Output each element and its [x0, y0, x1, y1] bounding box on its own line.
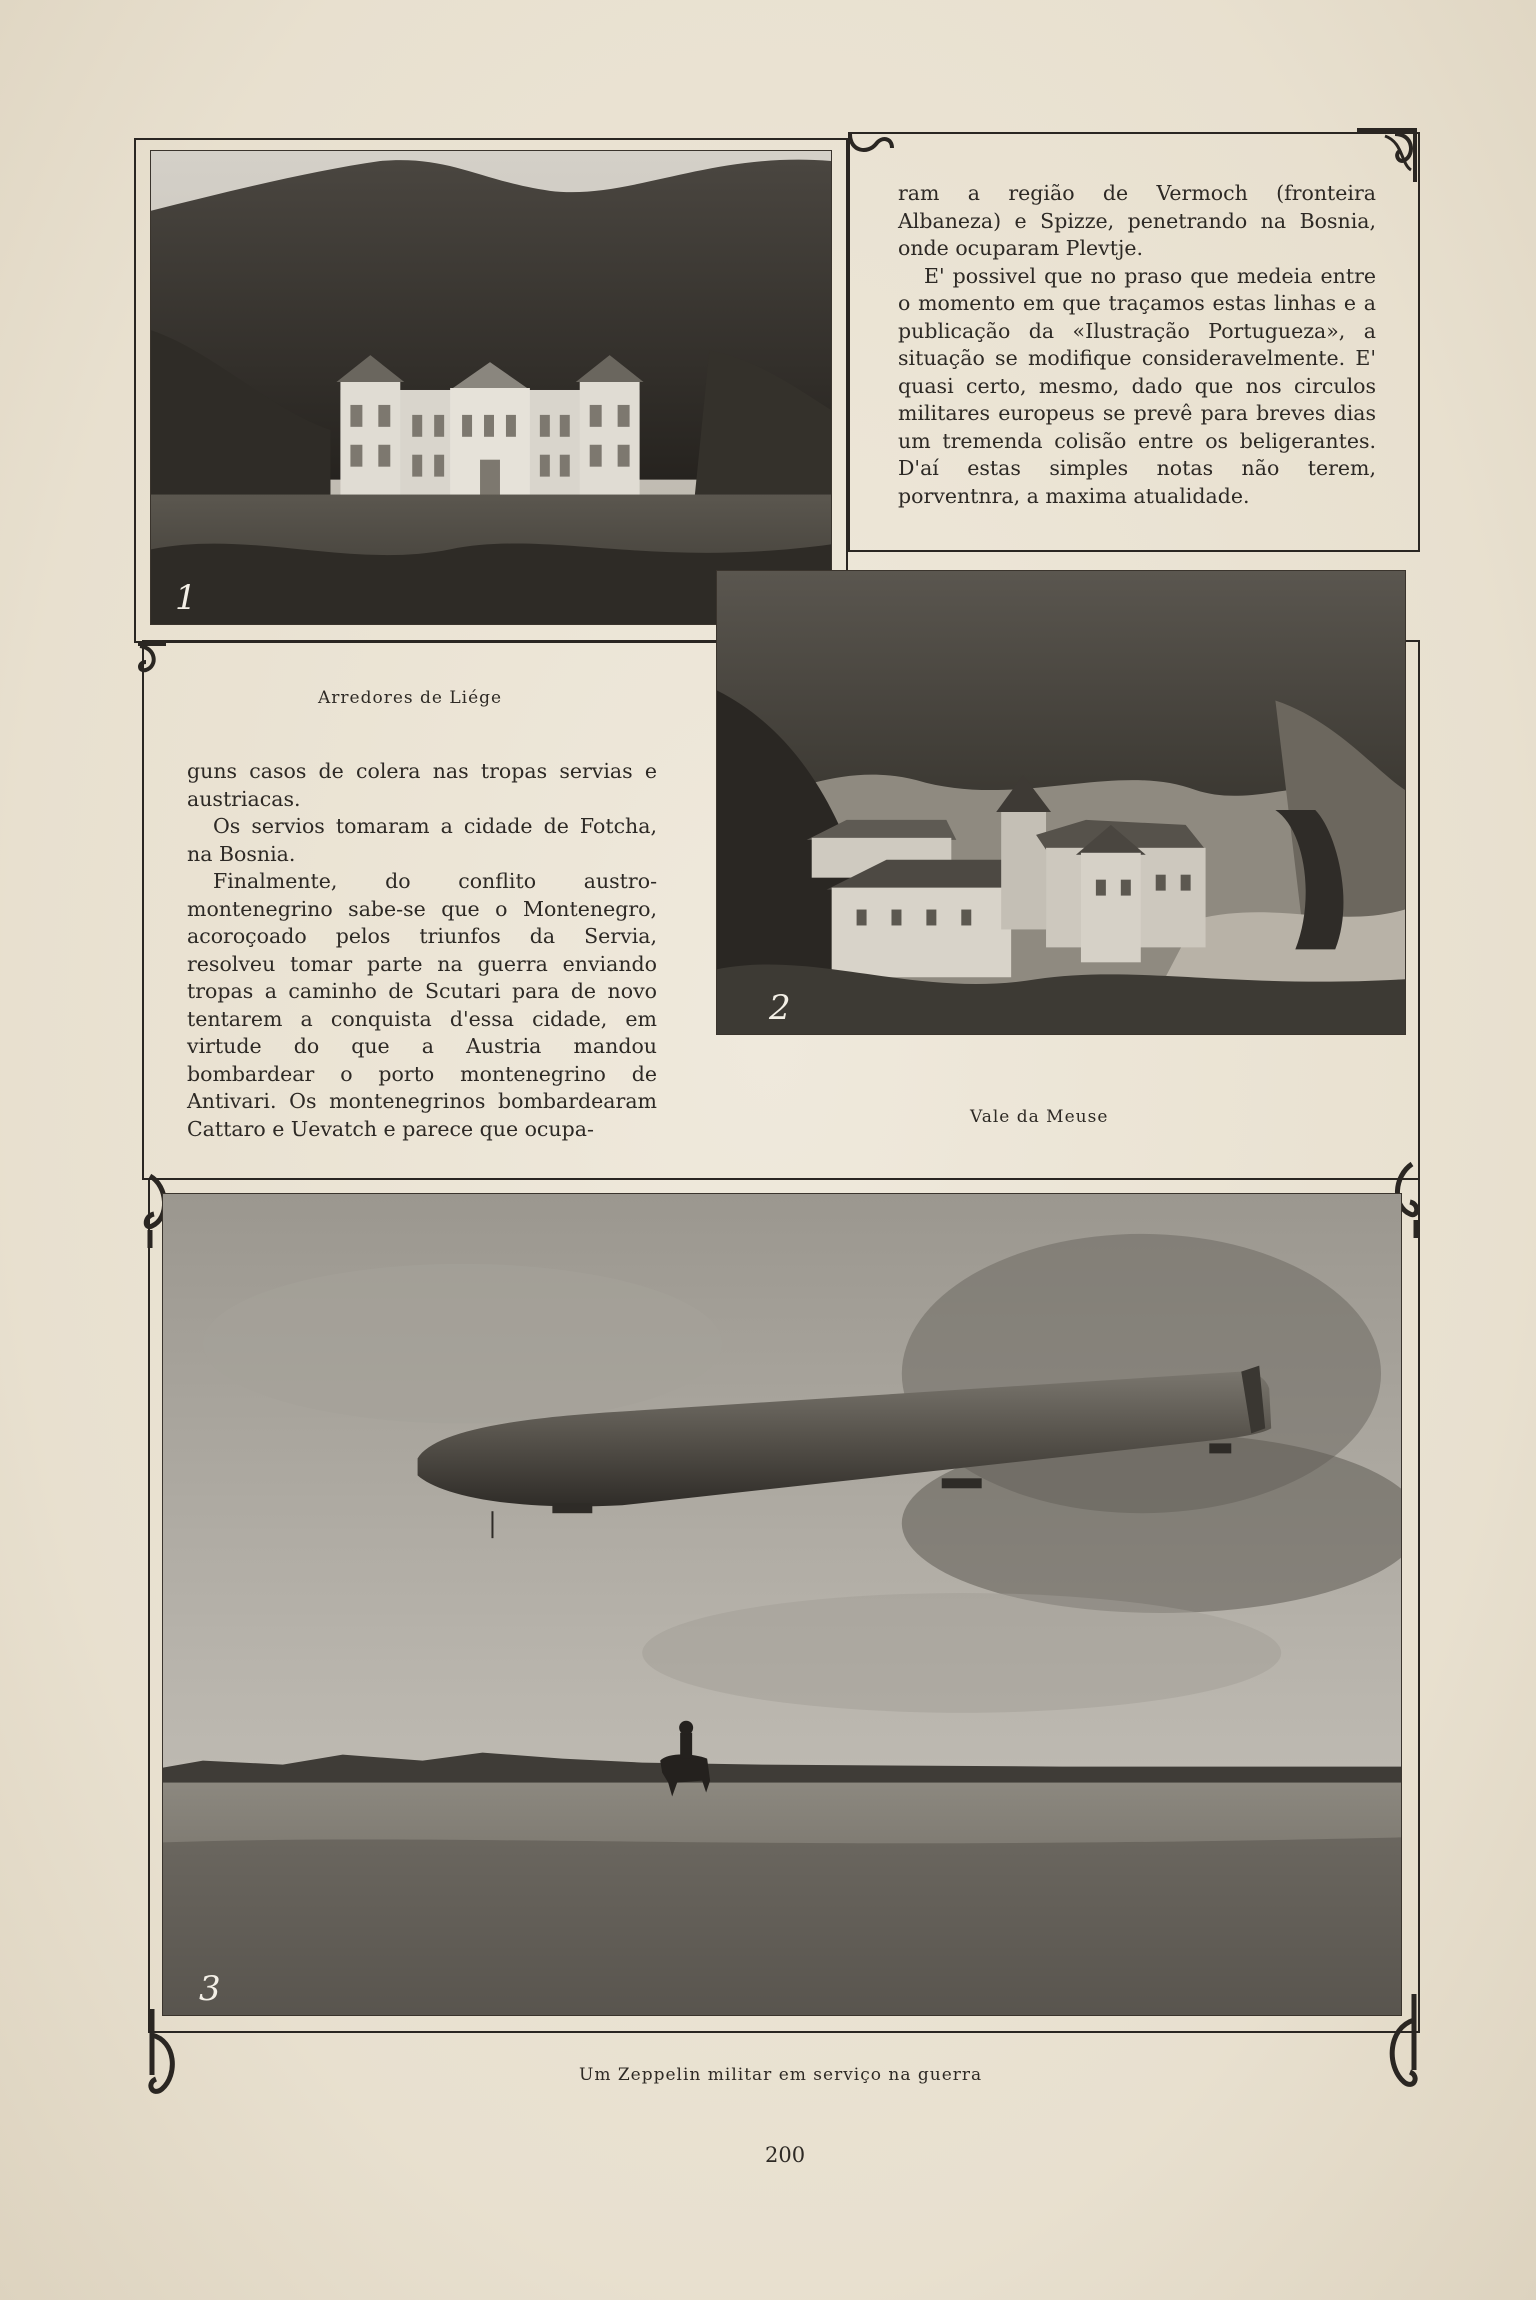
right-paragraph-1: ram a região de Vermoch (fronteira Albaneza) e Spizze, penetrando na Bosnia, onde ocuparam Plevtje. [898, 181, 1376, 260]
ornament-bottom-left-corner-icon [142, 2005, 188, 2101]
photo-1-chateau [150, 150, 832, 625]
plate-number-1: 1 [175, 578, 197, 618]
ornament-left-mid-icon [132, 640, 172, 690]
page-number: 200 [765, 2143, 806, 2167]
right-column-text [898, 180, 1376, 510]
caption-1: Arredores de Liége [318, 688, 503, 708]
plate-number-3: 3 [199, 1969, 221, 2009]
plate-number-2: 2 [769, 988, 791, 1028]
right-paragraph-2: E' possivel que no praso que medeia entre o momento em que traçamos estas linhas e a publicação da «Ilustração Portugueza», a situação se modifique consideravelmente. E' quasi certo, mesmo, dado que nos circulos militares europeus se prevê para breves dias um tremenda colisão entre os beligerantes. D'aí estas simples notas não terem, porventnra, a maxima atualidade. [898, 263, 1376, 508]
left-paragraph-3: Finalmente, do conflito austro-montenegrino sabe-se que o Montenegro, acoroçoado pelos triunfos da Servia, resolveu tomar parte na guerra enviando tropas a caminho de Scutari para de novo tentarem a conquista d'essa cidade, em virtude do que a Austria mandou bombardear o porto montenegrino de Antivari. Os montenegrinos bombardearam Cattaro e Uevatch e parece que ocupa- [187, 869, 657, 1141]
left-paragraph-2: Os servios tomaram a cidade de Fotcha, na Bosnia. [187, 814, 657, 866]
ornament-top-right-corner-icon [1355, 124, 1423, 186]
ornament-top-center-icon [846, 128, 896, 158]
left-paragraph-1: guns casos de colera nas tropas servias e austriacas. [187, 759, 657, 811]
left-column-text [187, 758, 657, 1143]
caption-2: Vale da Meuse [970, 1107, 1109, 1127]
photo-3-zeppelin [162, 1193, 1402, 2016]
photo-2-valley [716, 570, 1406, 1035]
caption-3: Um Zeppelin militar em serviço na guerra [579, 2065, 983, 2085]
